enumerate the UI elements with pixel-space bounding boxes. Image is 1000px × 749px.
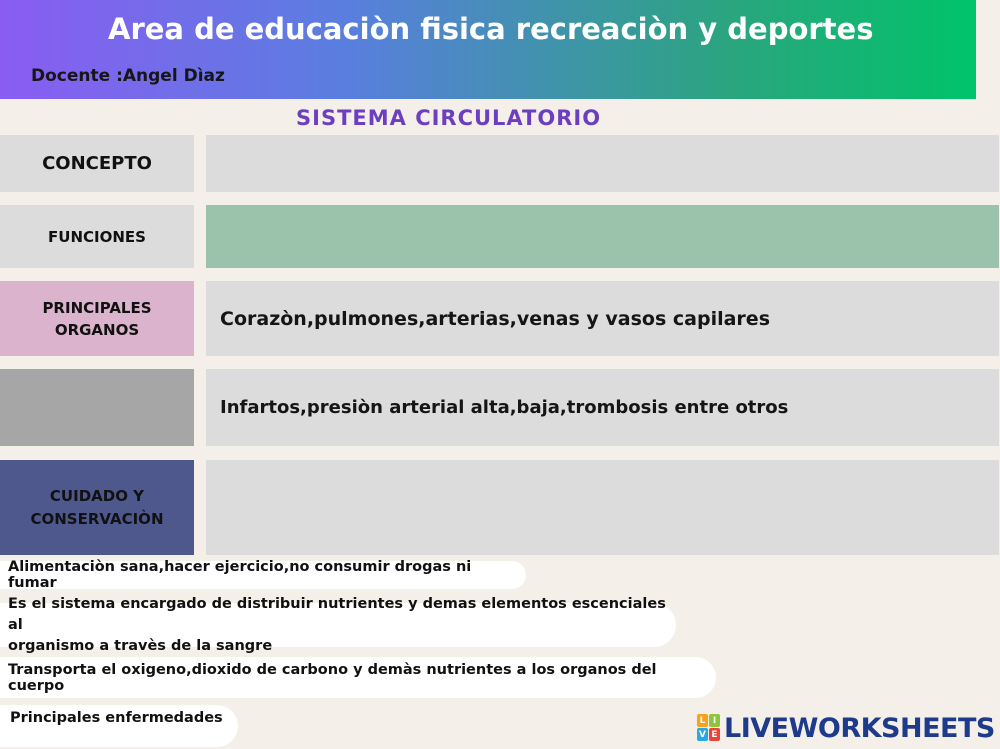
label-cuidado-line2: CONSERVACIÒN xyxy=(30,509,164,528)
logo-mark-letter: V xyxy=(697,728,708,741)
drop-zone-funciones[interactable] xyxy=(206,205,999,268)
label-cuidado-conservacion xyxy=(0,460,194,555)
drop-zone-enfermedades-label[interactable] xyxy=(0,369,194,446)
draggable-answer-enfermedades[interactable]: Principales enfermedades xyxy=(0,705,238,747)
logo-mark-letter: E xyxy=(709,728,720,741)
value-principales-organos: Corazòn,pulmones,arterias,venas y vasos capilares xyxy=(206,281,999,356)
teacher-name: Docente :Angel Dìaz xyxy=(31,66,225,86)
label-organos-line2: ORGANOS xyxy=(54,320,140,339)
section-title: SISTEMA CIRCULATORIO xyxy=(296,106,602,130)
chip-concepto-line2: organismo a travès de la sangre xyxy=(8,637,273,654)
label-organos-line1: PRINCIPALES xyxy=(42,298,152,317)
liveworksheets-mark-icon xyxy=(697,714,721,742)
chip-concepto-line1: Es el sistema encargado de distribuir nutrientes y demas elementos escenciales al xyxy=(8,595,666,633)
logo-mark-letter: I xyxy=(709,714,720,727)
header-title: Area de educaciòn fisica recreaciòn y deportes xyxy=(108,12,874,46)
logo-text: LIVEWORKSHEETS xyxy=(724,712,995,744)
label-cuidado-line1: CUIDADO Y xyxy=(49,486,145,505)
draggable-answer-funciones[interactable]: Transporta el oxigeno,dioxido de carbono y demàs nutrientes a los organos del cuerpo xyxy=(0,657,716,698)
logo-mark-letter: L xyxy=(697,714,708,727)
liveworksheets-logo xyxy=(697,712,995,744)
label-concepto: CONCEPTO xyxy=(0,135,194,192)
draggable-answer-concepto[interactable] xyxy=(0,595,676,654)
drop-zone-concepto[interactable] xyxy=(206,135,999,192)
drop-zone-cuidado[interactable] xyxy=(206,460,999,555)
label-funciones: FUNCIONES xyxy=(0,205,194,268)
label-principales-organos xyxy=(0,281,194,356)
header-banner xyxy=(0,0,976,99)
value-enfermedades: Infartos,presiòn arterial alta,baja,trombosis entre otros xyxy=(206,369,999,446)
draggable-answer-cuidado[interactable]: Alimentaciòn sana,hacer ejercicio,no consumir drogas ni fumar xyxy=(0,561,526,589)
